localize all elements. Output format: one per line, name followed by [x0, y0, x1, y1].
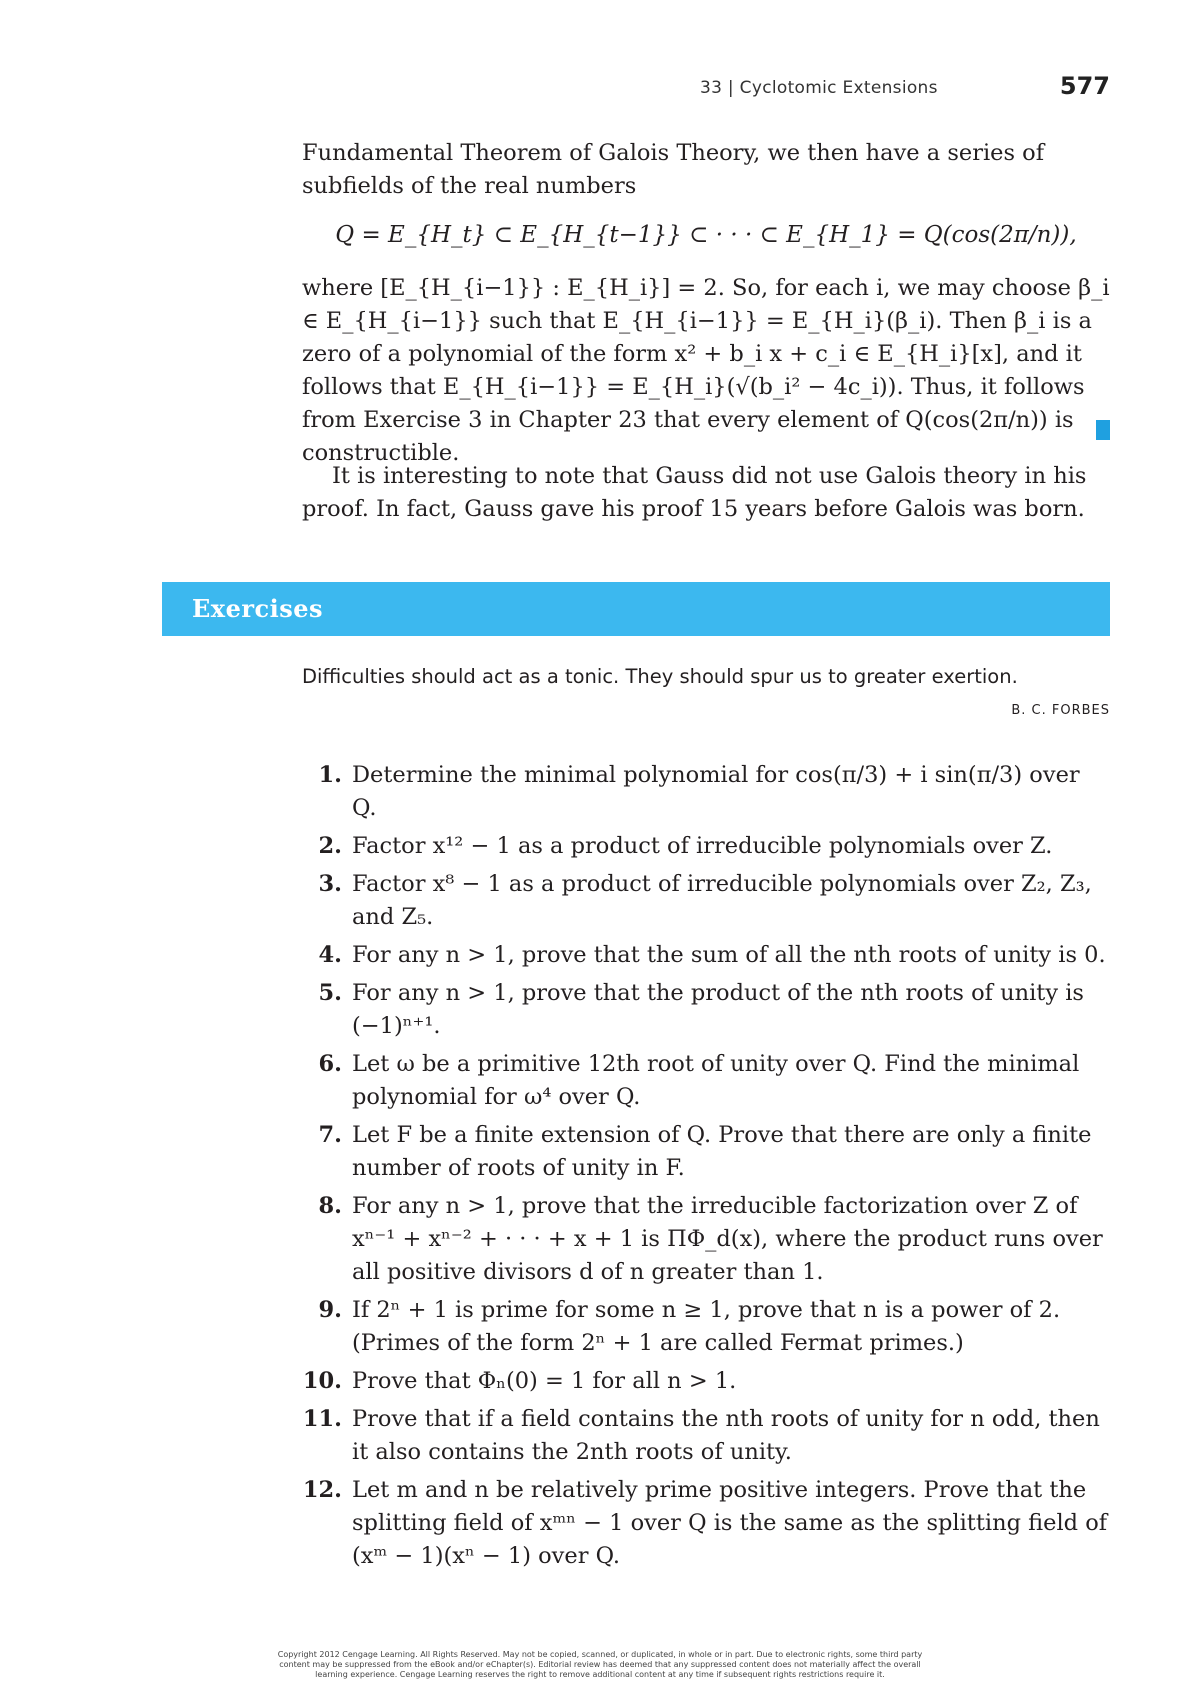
exercise-number: 3. [318, 871, 342, 897]
exercise-text: Prove that Φₙ(0) = 1 for all n > 1. [352, 1368, 737, 1394]
exercise-item [302, 1190, 1110, 1289]
running-title: 33 | Cyclotomic Extensions [700, 78, 938, 98]
section-banner [162, 582, 1110, 636]
exercise-text: Prove that if a field contains the nth roots of unity for n odd, then it also contains the 2nth roots of unity. [352, 1406, 1100, 1465]
exercise-item [302, 1365, 1110, 1398]
exercise-item [302, 1294, 1110, 1360]
exercise-text: For any n > 1, prove that the sum of all the nth roots of unity is 0. [352, 942, 1106, 968]
exercise-text: Let ω be a primitive 12th root of unity over Q. Find the minimal polynomial for ω⁴ over Q. [352, 1051, 1080, 1110]
exercise-item [302, 1119, 1110, 1185]
exercise-item [302, 759, 1110, 825]
paragraph-proof: where [E_{H_{i−1}} : E_{H_i}] = 2. So, for each i, we may choose β_i ∈ E_{H_{i−1}} such that E_{H_{i−1}} = E_{H_i}(β_i). Then β_i is a zero of a polynomial of the form x² + b_i x + c_i ∈ E_{H_i}[x], and it follows that E_{H_{i−1}} = E_{H_i}(√(b_i² − 4c_i)). Thus, it follows from Exercise 3 in Chapter 23 that every element of Q(cos(2π/n)) is constructible. [302, 275, 1110, 466]
exercise-item [302, 868, 1110, 934]
exercise-number: 5. [318, 980, 342, 1006]
exercise-text: For any n > 1, prove that the product of the nth roots of unity is (−1)ⁿ⁺¹. [352, 980, 1084, 1039]
paragraph-gauss-note: It is interesting to note that Gauss did not use Galois theory in his proof. In fact, Gauss gave his proof 15 years before Galois was born. [302, 463, 1087, 522]
exercise-item [302, 939, 1110, 972]
epigraph: Difficulties should act as a tonic. They should spur us to greater exertion. [302, 665, 1018, 688]
exercise-number: 6. [318, 1051, 342, 1077]
exercise-number: 12. [302, 1477, 342, 1503]
exercise-number: 11. [302, 1406, 342, 1432]
exercise-number: 1. [318, 762, 342, 788]
exercise-item [302, 1474, 1110, 1573]
exercise-number: 2. [318, 833, 342, 859]
exercise-number: 8. [318, 1193, 342, 1219]
running-header [700, 72, 1110, 112]
exercise-number: 9. [318, 1297, 342, 1323]
exercise-text: Factor x⁸ − 1 as a product of irreducible polynomials over Z₂, Z₃, and Z₅. [352, 871, 1092, 930]
epigraph-attribution: B. C. FORBES [1011, 703, 1110, 718]
page-number: 577 [1059, 72, 1110, 100]
exercise-number: 7. [318, 1122, 342, 1148]
subfield-chain-equation: Q = E_{H_t} ⊂ E_{H_{t−1}} ⊂ · · · ⊂ E_{H_1} = Q(cos(2π/n)), [335, 222, 1077, 248]
exercise-item [302, 977, 1110, 1043]
exercise-text: If 2ⁿ + 1 is prime for some n ≥ 1, prove that n is a power of 2. (Primes of the form 2ⁿ + 1 are called Fermat primes.) [352, 1297, 1061, 1356]
copyright-footer: Copyright 2012 Cengage Learning. All Rights Reserved. May not be copied, scanned, or duplicated, in whole or in part. Due to electronic rights, some third party content may be suppressed from the eBook and/or eChapter(s). Editorial review has deemed that any suppressed content does not materially affect the overall learning experience. Cengage Learning reserves the right to remove additional content at any time if subsequent rights restrictions require it. [277, 1650, 923, 1679]
exercise-item [302, 1048, 1110, 1114]
exercise-text: For any n > 1, prove that the irreducible factorization over Z of xⁿ⁻¹ + xⁿ⁻² + · · · + x + 1 is ΠΦ_d(x), where the product runs over all positive divisors d of n greater than 1. [352, 1193, 1103, 1285]
exercise-number: 4. [318, 942, 342, 968]
exercise-text: Let F be a finite extension of Q. Prove that there are only a finite number of roots of unity in F. [352, 1122, 1092, 1181]
exercise-text: Determine the minimal polynomial for cos(π/3) + i sin(π/3) over Q. [352, 762, 1080, 821]
exercise-number: 10. [302, 1368, 342, 1394]
section-title: Exercises [192, 594, 324, 623]
exercise-item [302, 1403, 1110, 1469]
qed-marker [1096, 420, 1110, 440]
paragraph-intro: Fundamental Theorem of Galois Theory, we then have a series of subfields of the real numbers [302, 140, 1045, 199]
exercise-text: Factor x¹² − 1 as a product of irreducible polynomials over Z. [352, 833, 1053, 859]
exercise-text: Let m and n be relatively prime positive integers. Prove that the splitting field of xᵐⁿ − 1 over Q is the same as the splitting field of (xᵐ − 1)(xⁿ − 1) over Q. [352, 1477, 1108, 1569]
exercise-item [302, 830, 1110, 863]
exercise-list [302, 759, 1110, 1578]
